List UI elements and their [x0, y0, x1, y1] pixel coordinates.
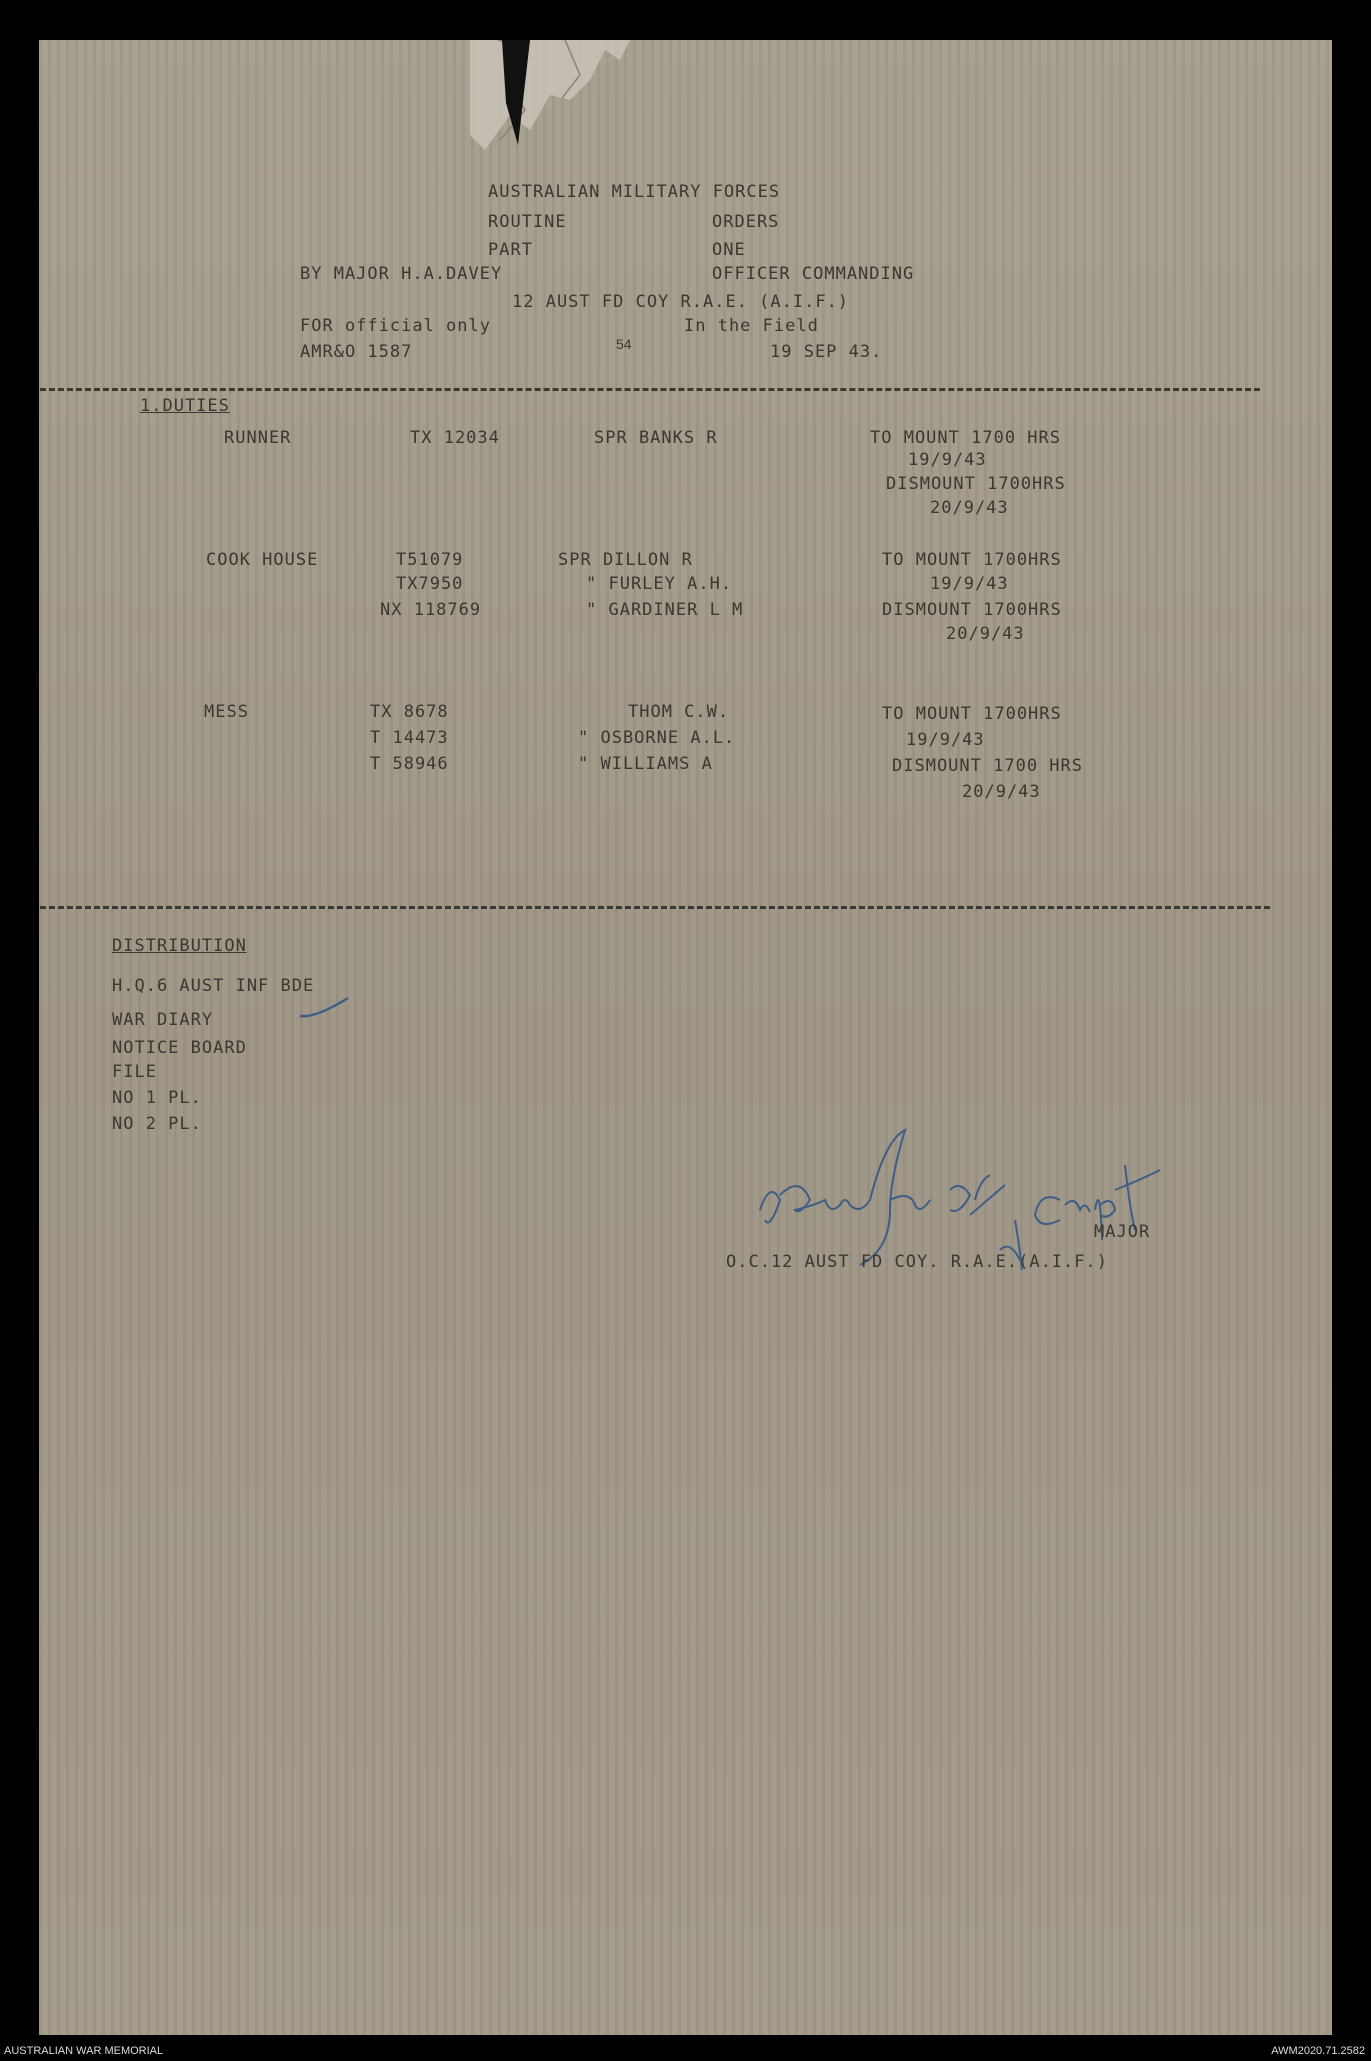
header-by: BY MAJOR H.A.DAVEY: [300, 264, 503, 284]
header-official: FOR official only: [300, 316, 491, 336]
distribution-item: H.Q.6 AUST INF BDE: [112, 976, 315, 996]
duty-label: MESS: [204, 702, 249, 722]
duty-time: TO MOUNT 1700HRS: [882, 550, 1062, 570]
duty-number: TX 8678: [370, 702, 449, 722]
header-line1: AUSTRALIAN MILITARY FORCES: [488, 182, 781, 202]
header-part: PART: [488, 240, 533, 260]
header-routine: ROUTINE: [488, 212, 567, 232]
header-orders: ORDERS: [712, 212, 780, 232]
distribution-item: FILE: [112, 1062, 157, 1082]
duty-time: TO MOUNT 1700HRS: [882, 704, 1062, 724]
duty-time: 19/9/43: [908, 450, 987, 470]
distribution-item: NO 1 PL.: [112, 1088, 202, 1108]
header-date: 19 SEP 43.: [770, 342, 883, 362]
distribution-item: WAR DIARY: [112, 1010, 214, 1030]
footer-id: AWM2020.71.2582: [1271, 2045, 1365, 2057]
distribution-item: NOTICE BOARD: [112, 1038, 247, 1058]
distribution-item: NO 2 PL.: [112, 1114, 202, 1134]
duty-name: SPR DILLON R: [558, 550, 693, 570]
distribution-title: DISTRIBUTION: [112, 936, 247, 956]
torn-corner: [470, 40, 630, 150]
duty-time: 19/9/43: [930, 574, 1009, 594]
duty-number: TX7950: [396, 574, 464, 594]
duty-time: 20/9/43: [946, 624, 1025, 644]
duty-time: DISMOUNT 1700HRS: [886, 474, 1066, 494]
duty-time: DISMOUNT 1700 HRS: [892, 756, 1083, 776]
duty-name: " GARDINER L M: [586, 600, 744, 620]
divider-bottom: [40, 906, 1270, 909]
divider-top: [40, 388, 1260, 391]
tick-mark: [296, 992, 356, 1022]
duty-name: " OSBORNE A.L.: [578, 728, 736, 748]
signature-rank: MAJOR: [1094, 1222, 1151, 1242]
duty-number: TX 12034: [410, 428, 500, 448]
handwritten-signature: [740, 1120, 1240, 1270]
duty-number: T 58946: [370, 754, 449, 774]
duty-name: " FURLEY A.H.: [586, 574, 733, 594]
duty-label: COOK HOUSE: [206, 550, 319, 570]
duty-number: T 14473: [370, 728, 449, 748]
duty-name: " WILLIAMS A: [578, 754, 713, 774]
duty-label: RUNNER: [224, 428, 292, 448]
duty-name: THOM C.W.: [628, 702, 730, 722]
header-number: 54: [616, 336, 632, 352]
duty-time: TO MOUNT 1700 HRS: [870, 428, 1061, 448]
header-ref: AMR&O 1587: [300, 342, 413, 362]
header-officer: OFFICER COMMANDING: [712, 264, 915, 284]
duty-number: NX 118769: [380, 600, 482, 620]
footer-archive: AUSTRALIAN WAR MEMORIAL: [4, 2045, 164, 2057]
signature-title: O.C.12 AUST FD COY. R.A.E.(A.I.F.): [726, 1252, 1108, 1272]
duty-time: DISMOUNT 1700HRS: [882, 600, 1062, 620]
duty-time: 20/9/43: [962, 782, 1041, 802]
duty-time: 20/9/43: [930, 498, 1009, 518]
header-location: In the Field: [684, 316, 819, 336]
duty-number: T51079: [396, 550, 464, 570]
section-title: 1.DUTIES: [140, 396, 230, 416]
header-unit: 12 AUST FD COY R.A.E. (A.I.F.): [512, 292, 850, 312]
header-one: ONE: [712, 240, 746, 260]
duty-time: 19/9/43: [906, 730, 985, 750]
duty-name: SPR BANKS R: [594, 428, 718, 448]
